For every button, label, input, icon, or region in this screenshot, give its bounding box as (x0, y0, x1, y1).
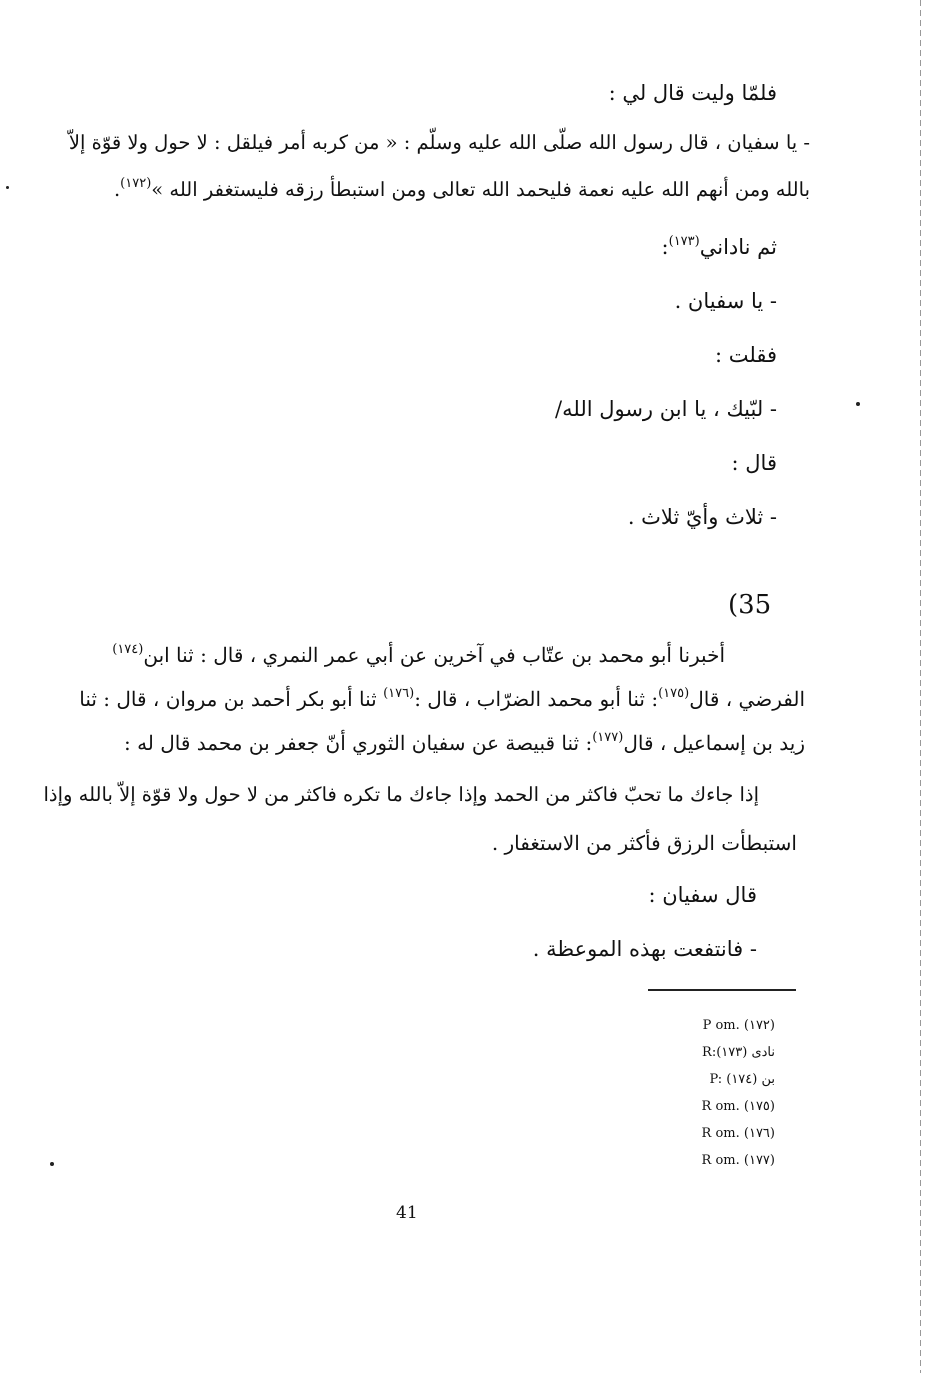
body-line-4-text: ثم ناداني (699, 235, 777, 259)
body-line-3-text: بالله ومن أنهم الله عليه نعمة فليحمد الله تعالى ومن استبطأ رزقه فليستغفر الله » (151, 178, 810, 201)
footnote-174: P: بن (١٧٤) (709, 1072, 775, 1087)
scan-margin-line (920, 0, 921, 1373)
footnote-175: R om. (١٧٥) (701, 1099, 775, 1114)
isnad-line-1-text: أخبرنا أبو محمد بن عتّاب في آخرين عن أبي عمر النمري ، قال : ثنا ابن (143, 643, 725, 667)
body-line-2: - يا سفيان ، قال رسول الله صلّى الله عليه وسلّم : « من كربه أمر فيلقل : لا حول ولا قوّة إلاّ (68, 131, 810, 154)
body-line-6: فقلت : (715, 343, 777, 367)
body-line-7: - لبّيك ، يا ابن رسول الله/ (555, 397, 777, 421)
body-line-9: - ثلاث وأيّ ثلاث . (627, 505, 777, 529)
isnad-line-2b: : ثنا أبو محمد الضرّاب ، قال : (414, 687, 659, 711)
scan-speck (6, 186, 9, 189)
footnote-ref-175: (١٧٥) (658, 686, 690, 701)
section-number: (35 (728, 590, 772, 620)
footnote-separator (648, 989, 796, 991)
body-line-5: - يا سفيان . (674, 289, 777, 313)
footnote-ref-173: (١٧٣) (668, 234, 700, 249)
footnote-173: R:نادى (١٧٣) (702, 1045, 775, 1060)
saying-line-2: استبطأت الرزق فأكثر من الاستغفار . (491, 831, 797, 855)
footnote-ref-176: (١٧٦) (383, 686, 415, 701)
footnote-176: R om. (١٧٦) (701, 1126, 775, 1141)
page-number: 41 (396, 1203, 418, 1223)
footnote-177: R om. (١٧٧) (701, 1153, 775, 1168)
isnad-line-2a: الفرضي ، قال (689, 687, 805, 711)
isnad-line-3b: : ثنا قبيصة عن سفيان الثوري أنّ جعفر بن محمد قال له : (123, 731, 593, 755)
footnote-172: P om. (١٧٢) (702, 1018, 775, 1033)
isnad-line-2 (79, 684, 805, 718)
footnote-ref-172: (١٧٢) (120, 176, 152, 191)
footnote-ref-177: (١٧٧) (592, 730, 624, 745)
scan-speck (50, 1162, 54, 1166)
isnad-line-2c: ثنا أبو بكر أحمد بن مروان ، قال : ثنا (79, 687, 384, 711)
body-line-3 (114, 175, 810, 208)
scan-speck (856, 402, 860, 406)
body-line-1: فلمّا وليت قال لي : (608, 81, 777, 105)
saying-line-1: إذا جاءك ما تحبّ فاكثر من الحمد وإذا جاءك ما تكره فاكثر من لا حول ولا قوّة إلاّ بالله وإذا (43, 783, 759, 806)
colon: : (661, 235, 669, 259)
isnad-line-3a: زيد بن إسماعيل ، قال (623, 731, 805, 755)
line-period: . (113, 178, 121, 201)
isnad-line-3 (124, 728, 805, 762)
isnad-line-1 (112, 640, 725, 674)
saying-line-3: قال سفيان : (648, 883, 757, 907)
body-line-8: قال : (731, 451, 777, 475)
body-line-4 (662, 232, 777, 266)
footnote-ref-174: (١٧٤) (112, 642, 144, 657)
saying-line-4: - فانتفعت بهذه الموعظة . (532, 937, 757, 961)
